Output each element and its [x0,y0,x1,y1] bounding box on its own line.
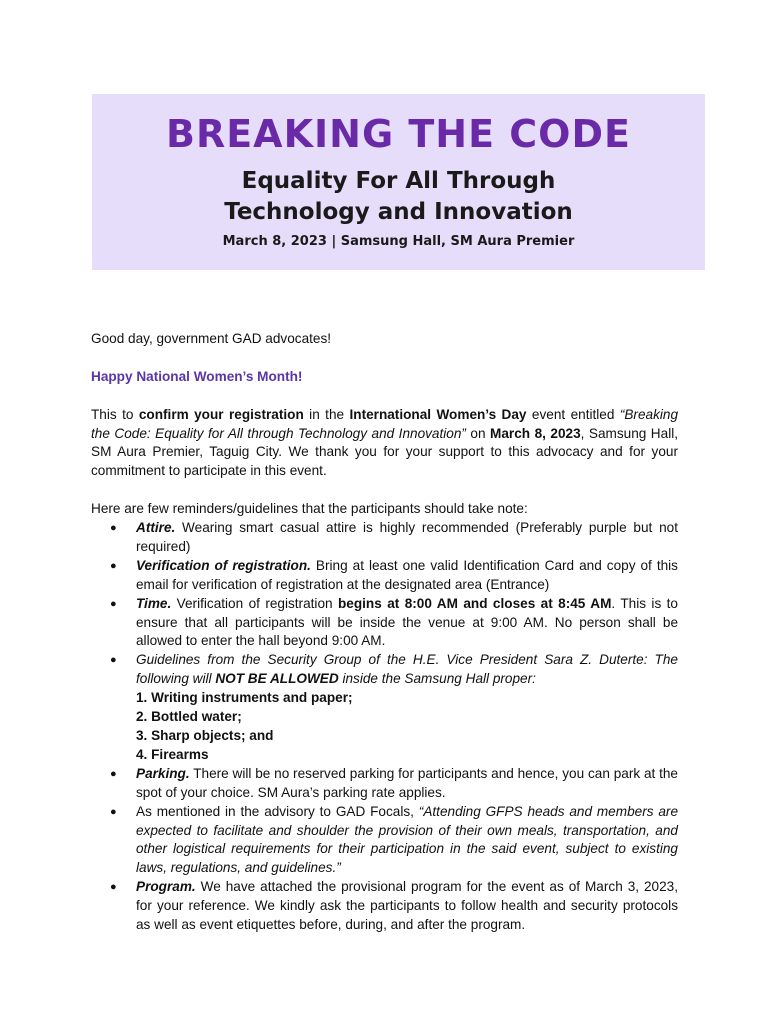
banner-subtitle-line1: Equality For All Through [241,168,556,194]
verification-label: Verification of registration. [136,557,311,573]
advisory-quote: “Attending GFPS heads and members are expected to facilitate and shoulder the provision of their own meals, transportation, and other logistical requirements for their participation in the said event, subject to existing laws, regulations, and guidelines.” [136,803,679,876]
banner-subtitle-line2: Technology and Innovation [224,199,573,225]
program-label: Program. [136,879,196,895]
list-item-parking [136,765,678,803]
womens-month-greeting: Happy National Women’s Month! [91,368,303,384]
advisory-text: As mentioned in the advisory to GAD Focals, [136,803,419,819]
banner-title: BREAKING THE CODE [165,112,631,156]
attire-text: Wearing smart casual attire is highly recommended (Preferably purple but not required) [136,520,678,554]
confirm-text-5: , Samsung Hall, SM Aura Premier, Taguig City. We thank you for your support to this advocacy and for your commitment to participate in this event. [91,425,679,479]
list-item-time [136,595,678,652]
security-text-1: Guidelines from the Security Group of the H.E. Vice President Sara Z. Duterte: The following will [136,652,678,687]
attire-label: Attire. [136,520,176,536]
time-label: Time. [136,595,172,611]
event-title-italic: “Breaking the Code: Equality for All through Technology and Innovation” [91,406,679,441]
list-item-verification [136,557,678,595]
confirm-text-2: in the [303,406,350,422]
list-item-program [136,878,678,935]
prohibited-item-2: 2. Bottled water; [136,709,242,725]
reminders-intro: Here are few reminders/guidelines that the participants should take note: [91,501,528,517]
confirm-text-4: on [465,425,491,441]
list-item-security [136,651,678,764]
email-body [91,330,678,935]
banner-subtitle [92,166,705,228]
verification-text: Bring at least one valid Identification Card and copy of this email for verification of registration at the designated area (Entrance) [136,557,678,592]
parking-text: There will be no reserved parking for participants and hence, you can park at the spot of your choice. SM Aura’s parking rate applies. [136,765,678,800]
list-item-attire [136,519,678,557]
event-date-bold: March 8, 2023 [490,425,581,441]
time-window-bold: begins at 8:00 AM and closes at 8:45 AM [337,595,612,611]
confirm-text-1: This to [91,406,139,422]
confirmation-paragraph [91,406,678,482]
time-text-2: . This is to ensure that all participants will be inside the venue at 9:00 AM. No person shall be allowed to enter the hall beyond 9:00 AM. [136,595,678,649]
prohibited-item-4: 4. Firearms [136,746,209,762]
confirm-registration-bold: confirm your registration [138,406,304,422]
prohibited-item-3: 3. Sharp objects; and [136,727,274,743]
parking-label: Parking. [136,765,190,781]
not-allowed-bold: NOT BE ALLOWED [215,671,339,687]
list-item-advisory [136,803,678,879]
iwd-bold: International Women’s Day [349,406,527,422]
time-text-1: Verification of registration [171,595,338,611]
security-text-2: inside the Samsung Hall proper: [338,671,536,687]
banner-date-venue: March 8, 2023 | Samsung Hall, SM Aura Premier [222,234,575,249]
program-text: We have attached the provisional program for the event as of March 3, 2023, for your reference. We kindly ask the participants to follow health and security protocols as well as event etiquettes before, during, and after the program. [136,879,678,933]
greeting: Good day, government GAD advocates! [91,331,332,346]
confirm-text-3: event entitled [526,406,620,422]
reminders-list [91,519,678,935]
event-banner [92,94,705,270]
prohibited-item-1: 1. Writing instruments and paper; [136,690,353,706]
